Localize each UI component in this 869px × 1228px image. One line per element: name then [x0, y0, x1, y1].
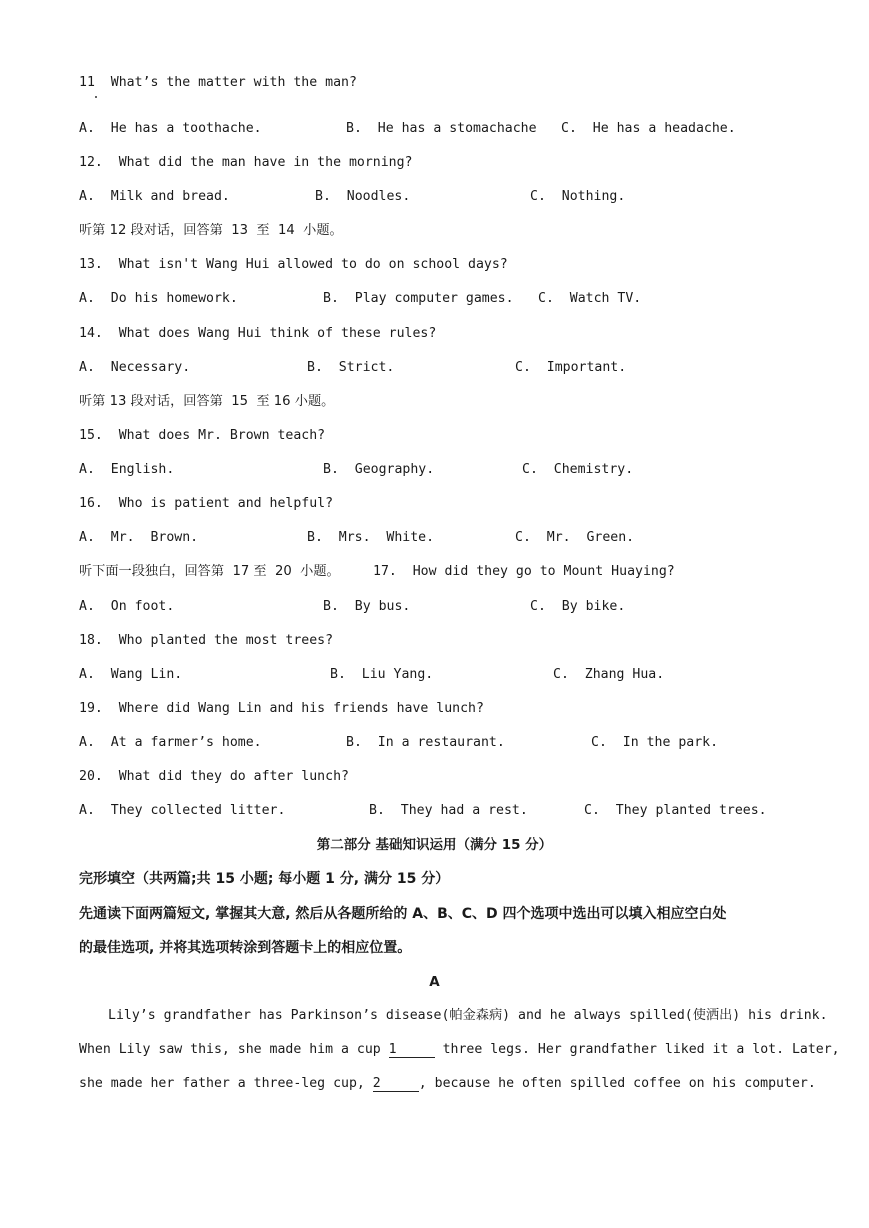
question-17-stem: 17. How did they go to Mount Huaying? [373, 564, 675, 579]
cloze-instruction-line-1: 先通读下面两篇短文, 掌握其大意, 然后从各题所给的 A、B、C、D 四个选项中选出可以填入相应空白处 [79, 906, 727, 922]
cloze-blank-2: 2 [373, 1076, 419, 1092]
passage-line-1-text: Lily’s grandfather has Parkinson’s disease(帕金森病) and he always spilled(使洒出) his drink. [108, 1008, 828, 1023]
question-20-option-c: C. They planted trees. [584, 803, 767, 818]
question-17-option-b: B. By bus. [323, 599, 411, 614]
part-two-heading: 第二部分 基础知识运用（满分 15 分） [316, 837, 553, 853]
question-19-option-b: B. In a restaurant. [346, 735, 505, 750]
cloze-section-title: 完形填空（共两篇;共 15 小题; 每小题 1 分, 满分 15 分） [79, 871, 450, 887]
listening-instruction-dialogue-12: 听第 12 段对话，回答第 13 至 14 小题。 [79, 223, 343, 238]
question-11-option-b: B. He has a stomachache [346, 121, 537, 136]
cloze-instruction-line-2: 的最佳选项, 并将其选项转涂到答题卡上的相应位置。 [79, 940, 412, 956]
question-11-option-a: A. He has a toothache. [79, 121, 262, 136]
question-14-option-b: B. Strict. [307, 360, 395, 375]
question-12-option-b: B. Noodles. [315, 189, 411, 204]
question-14-option-c: C. Important. [515, 360, 627, 375]
question-20-option-b: B. They had a rest. [369, 803, 528, 818]
question-13-option-c: C. Watch TV. [538, 291, 642, 306]
question-19-option-a: A. At a farmer’s home. [79, 735, 262, 750]
question-20-option-a: A. They collected litter. [79, 803, 286, 818]
question-18-option-c: C. Zhang Hua. [553, 667, 665, 682]
question-19-option-c: C. In the park. [591, 735, 719, 750]
passage-label: A [429, 974, 440, 990]
question-12-option-a: A. Milk and bread. [79, 189, 230, 204]
question-18-option-b: B. Liu Yang. [330, 667, 434, 682]
question-14-stem: 14. What does Wang Hui think of these rules? [79, 326, 437, 341]
question-14-option-a: A. Necessary. [79, 360, 191, 375]
passage-line-1 [79, 1007, 828, 1025]
question-13-option-a: A. Do his homework. [79, 291, 238, 306]
question-16-option-c: C. Mr. Green. [515, 530, 635, 545]
question-15-option-c: C. Chemistry. [522, 462, 634, 477]
question-13-option-b: B. Play computer games. [323, 291, 514, 306]
question-12-option-c: C. Nothing. [530, 189, 626, 204]
passage-line-2-after-blank: three legs. Her grandfather liked it a lot. Later, [442, 1042, 840, 1057]
question-20-stem: 20. What did they do after lunch? [79, 769, 349, 784]
question-16-option-b: B. Mrs. White. [307, 530, 435, 545]
passage-line-2 [79, 1041, 840, 1059]
question-11-option-c: C. He has a headache. [561, 121, 736, 136]
stray-dot-mark [95, 96, 97, 98]
cloze-blank-1: 1 [389, 1042, 435, 1058]
question-15-option-b: B. Geography. [323, 462, 435, 477]
question-12-stem: 12. What did the man have in the morning? [79, 155, 413, 170]
question-11-stem: 11 What’s the matter with the man? [79, 75, 357, 90]
question-15-option-a: A. English. [79, 462, 175, 477]
question-18-stem: 18. Who planted the most trees? [79, 633, 334, 648]
question-19-stem: 19. Where did Wang Lin and his friends have lunch? [79, 701, 484, 716]
question-13-stem: 13. What isn't Wang Hui allowed to do on school days? [79, 257, 508, 272]
question-17-option-c: C. By bike. [530, 599, 626, 614]
passage-line-3-before-blank: she made her father a three-leg cup, [79, 1076, 365, 1091]
question-16-stem: 16. Who is patient and helpful? [79, 496, 334, 511]
passage-line-3-after-blank: , because he often spilled coffee on his computer. [418, 1076, 816, 1091]
listening-instruction-monologue: 听下面一段独白，回答第 17 至 20 小题。 [79, 564, 340, 579]
question-17-option-a: A. On foot. [79, 599, 175, 614]
listening-instruction-dialogue-13: 听第 13 段对话，回答第 15 至 16 小题。 [79, 394, 335, 409]
passage-line-2-before-blank: When Lily saw this, she made him a cup [79, 1042, 381, 1057]
question-15-stem: 15. What does Mr. Brown teach? [79, 428, 326, 443]
passage-line-3 [79, 1075, 816, 1093]
question-16-option-a: A. Mr. Brown. [79, 530, 199, 545]
question-18-option-a: A. Wang Lin. [79, 667, 183, 682]
